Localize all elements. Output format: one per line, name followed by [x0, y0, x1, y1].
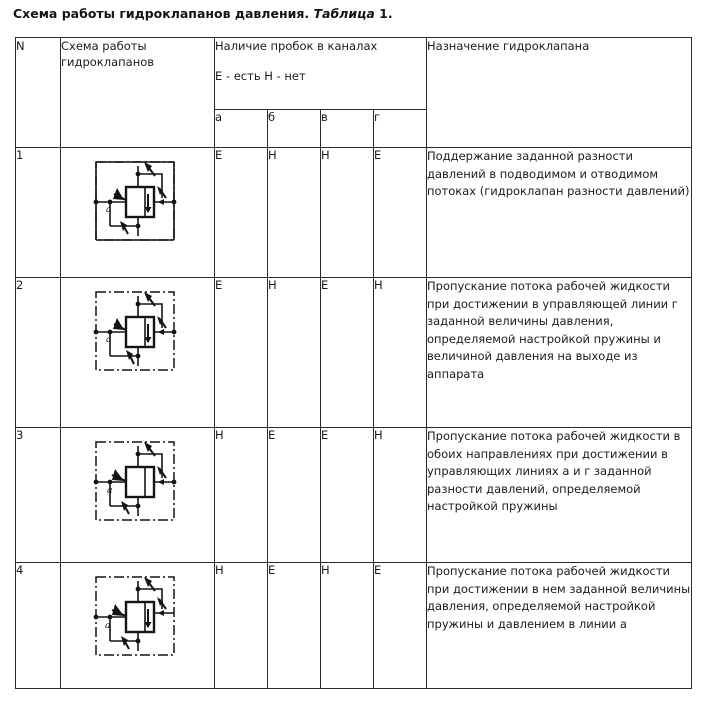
col-header-channel-g: г	[374, 110, 427, 148]
channel-a-value: Е	[215, 278, 268, 428]
valve-table-container	[15, 37, 691, 689]
channel-v-value: Е	[321, 278, 374, 428]
page-title-main: Схема работы гидроклапанов давления.	[13, 6, 310, 21]
col-header-channel-v: в	[321, 110, 374, 148]
valve-purpose-text: Пропускание потока рабочей жидкости при достижении в нем заданной величины давления, определяемой настройкой пружины и давлением в линии а	[427, 563, 692, 689]
col-header-channel-b: б	[268, 110, 321, 148]
channel-a-value: Н	[215, 563, 268, 689]
col-header-purpose: Назначение гидроклапана	[427, 38, 692, 148]
col-header-scheme: Схема работы гидроклапанов	[61, 38, 215, 148]
channel-b-value: Е	[268, 428, 321, 563]
hydraulic-valve-diagram-3-icon	[88, 434, 188, 529]
col-header-channels-line1: Наличие пробок в каналах	[215, 39, 378, 53]
diagram-label-a: а	[105, 335, 111, 345]
row-number: 4	[16, 563, 61, 689]
table-row	[16, 148, 692, 278]
col-header-channels	[215, 38, 427, 110]
hydraulic-valve-diagram-1-icon	[88, 154, 188, 249]
row-number: 1	[16, 148, 61, 278]
row-number: 3	[16, 428, 61, 563]
valve-purpose-text: Пропускание потока рабочей жидкости при достижении в управляющей линии г заданной величины давления, определяемой настройкой пружины и величиной давления на выходе из аппарата	[427, 278, 692, 428]
page-title-number: 1.	[379, 6, 393, 21]
valve-purpose-text: Пропускание потока рабочей жидкости в обоих направлениях при достижении в управляющих линиях а и г заданной разности давлений, определяемой настройкой пружины	[427, 428, 692, 563]
table-header-row	[16, 38, 692, 110]
hydraulic-valve-diagram-2-icon	[88, 284, 188, 379]
table-row	[16, 428, 692, 563]
table-head	[16, 38, 692, 148]
channel-g-value: Е	[374, 563, 427, 689]
col-header-n: N	[16, 38, 61, 148]
diagram-label-a: а	[104, 620, 111, 631]
valve-scheme-cell	[61, 278, 215, 428]
col-header-channels-line2: Е - есть Н - нет	[215, 69, 306, 83]
valve-scheme-cell	[61, 148, 215, 278]
col-header-channel-a: а	[215, 110, 268, 148]
hydraulic-valve-diagram-4-icon	[88, 569, 188, 664]
channel-v-value: Е	[321, 428, 374, 563]
diagram-label-a: а	[106, 486, 112, 496]
channel-v-value: Н	[321, 148, 374, 278]
valve-scheme-cell	[61, 563, 215, 689]
table-body	[16, 148, 692, 689]
channel-g-value: Н	[374, 278, 427, 428]
channel-b-value: Н	[268, 278, 321, 428]
table-row	[16, 278, 692, 428]
channel-a-value: Н	[215, 428, 268, 563]
channel-g-value: Е	[374, 148, 427, 278]
row-number: 2	[16, 278, 61, 428]
table-row	[16, 563, 692, 689]
page-title-table-word: Таблица	[313, 6, 375, 21]
channel-b-value: Е	[268, 563, 321, 689]
valve-purpose-text: Поддержание заданной разности давлений в подводимом и отводимом потоках (гидроклапан разности давлений)	[427, 148, 692, 278]
diagram-label-a: а	[105, 205, 111, 215]
page-title	[13, 6, 693, 22]
channel-b-value: Н	[268, 148, 321, 278]
channel-v-value: Н	[321, 563, 374, 689]
channel-a-value: Е	[215, 148, 268, 278]
channel-g-value: Н	[374, 428, 427, 563]
valve-scheme-cell	[61, 428, 215, 563]
valve-table	[15, 37, 692, 689]
